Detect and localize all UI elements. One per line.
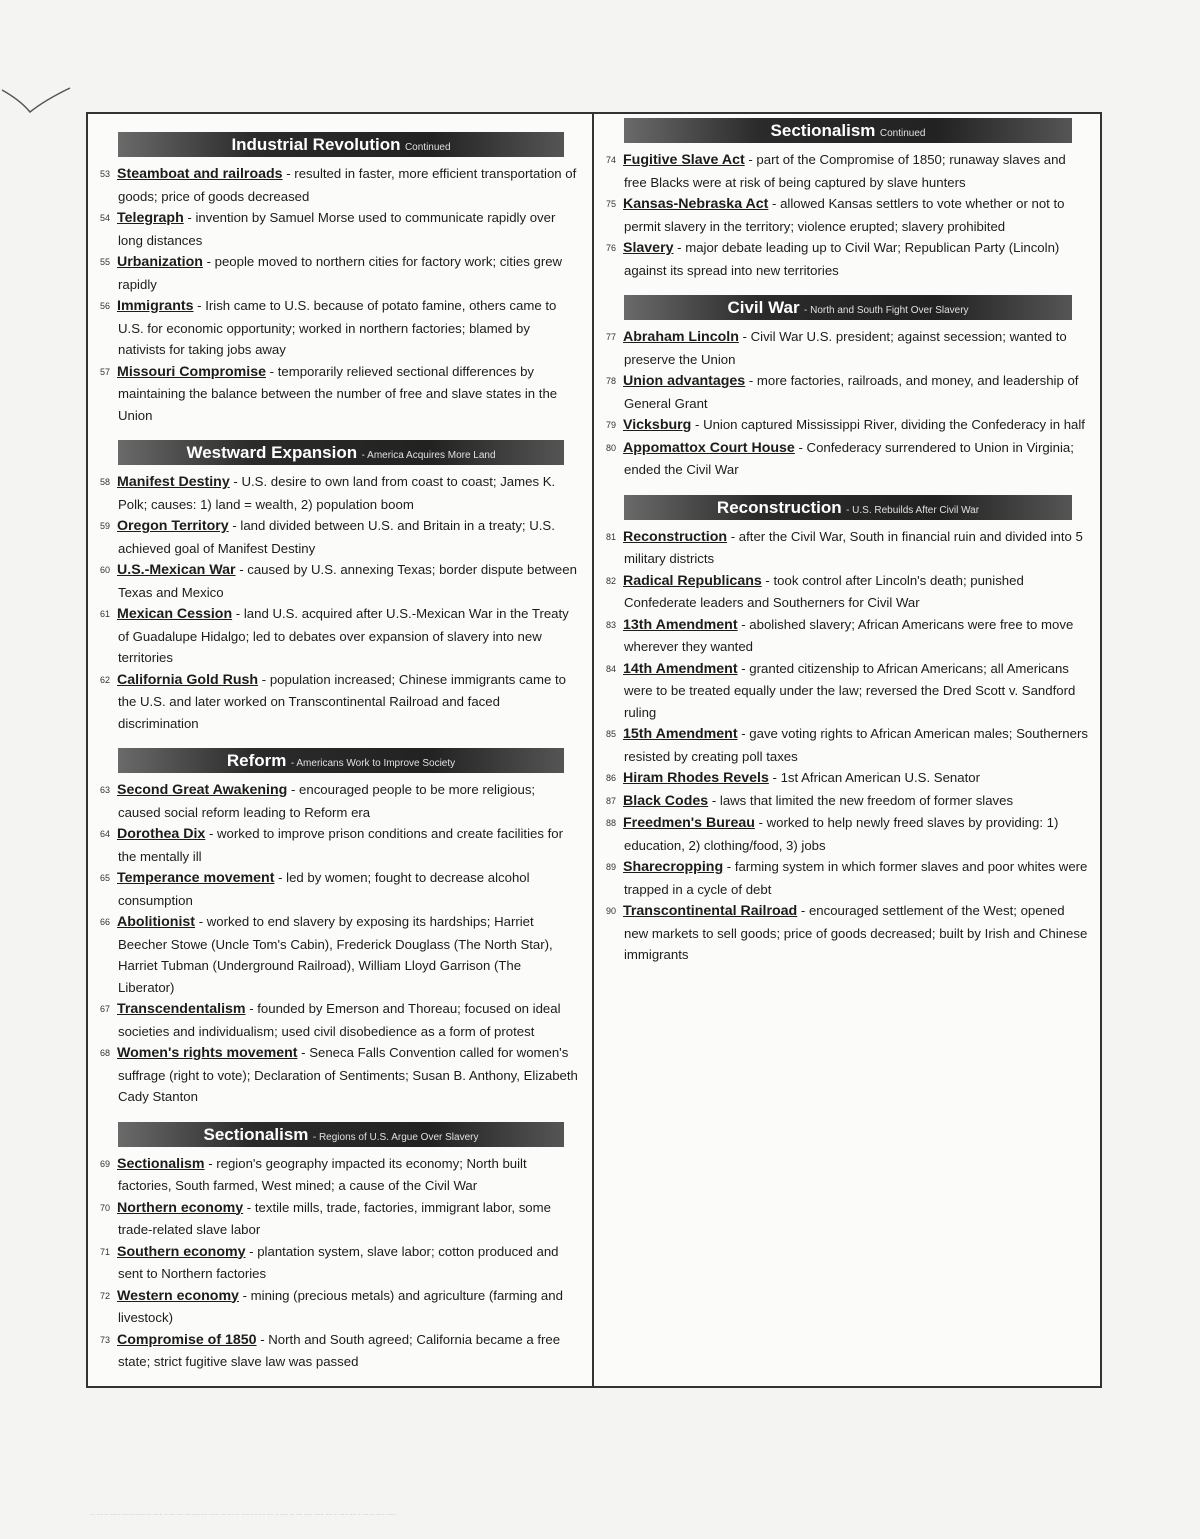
glossary-entry [604,237,1088,281]
entry-number: 76 [606,243,617,253]
entry-term: Compromise of 1850 [117,1331,257,1348]
entry-number: 62 [100,674,111,685]
entry-number: 70 [100,1202,111,1213]
section-header [624,118,1072,143]
glossary-entry [604,414,1088,437]
entry-term: Freedmen's Bureau [623,815,755,831]
glossary-entry [604,526,1088,570]
entry-number: 87 [606,795,617,806]
entry-definition: - encouraged settlement of the West; opened new markets to sell goods; price of goods decreased; built by Irish and Chinese immigrants [624,903,1088,962]
right-column [594,114,1100,1386]
entry-term: Sharecropping [623,859,724,875]
entry-number: 84 [606,663,617,674]
entry-definition: - Civil War U.S. president; against secession; wanted to preserve the Union [624,329,1067,367]
entry-number: 72 [100,1290,111,1301]
entry-term: Urbanization [117,254,203,270]
entry-number: 67 [100,1004,111,1014]
entry-term: Western economy [117,1287,239,1304]
entry-definition: - granted citizenship to African Americans; all Americans were to be treated equally under the law; reversed the Dred Scott v. Sandford ruling [624,660,1076,720]
entry-definition: - abolished slavery; African Americans were free to move wherever they wanted [624,616,1074,654]
entry-term: Telegraph [117,210,184,226]
glossary-entry [98,559,580,603]
entry-definition: - temporarily relieved sectional differences by maintaining the balance between the number of free and slave states in the Union [118,363,558,423]
entry-definition: - invention by Samuel Morse used to communicate rapidly over long distances [118,210,556,248]
entry-number: 66 [100,917,111,927]
entry-number: 61 [100,609,111,619]
section-industrial-revolution [98,132,580,426]
entry-number: 58 [100,477,111,487]
entry-number: 88 [606,818,617,828]
glossary-entry [604,193,1088,237]
entry-number: 81 [606,531,617,542]
entry-definition: - land divided between U.S. and Britain in a treaty; U.S. achieved goal of Manifest Destiny [118,518,555,556]
entry-definition: - textile mills, trade, factories, immigrant labor, some trade-related slave labor [118,1199,551,1237]
entry-definition: - resulted in faster, more efficient transportation of goods; price of goods decreased [118,166,577,204]
entry-term: Vicksburg [623,417,692,433]
entry-term: Union advantages [623,373,746,389]
entry-definition: - Irish came to U.S. because of potato famine, others came to U.S. for economic opportunity; worked in northern factories; blamed by nativists for taking jobs away [118,298,557,357]
glossary-entry [98,295,580,361]
entry-number: 77 [606,332,617,342]
glossary-entry [98,1241,580,1285]
entry-definition: - people moved to northern cities for factory work; cities grew rapidly [118,254,563,292]
section-title: Reform [226,751,287,770]
entry-term: 15th Amendment [623,726,738,742]
entry-definition: - Union captured Mississippi River, dividing the Confederacy in half [691,417,1085,432]
glossary-entry [604,326,1088,370]
entry-definition: - allowed Kansas settlers to vote whether or not to permit slavery in the territory; violence erupted; slavery prohibited [624,196,1065,234]
entry-term: Transcontinental Railroad [623,903,798,919]
section-title: Civil War [727,298,800,317]
entry-definition: - mining (precious metals) and agriculture (farming and livestock) [118,1287,563,1325]
entry-definition: - worked to end slavery by exposing its hardships; Harriet Beecher Stowe (Uncle Tom's Cabin), Frederick Douglass (The North Star), Harriet Tubman (Underground Railroad), William Lloyd Garrison (The Liberator) [118,914,553,995]
entry-term: Manifest Destiny [117,474,230,490]
glossary-entry [98,251,580,295]
section-subtitle: - America Acquires More Land [361,450,496,461]
entry-term: Dorothea Dix [117,826,206,842]
entry-definition: - led by women; fought to decrease alcohol consumption [118,870,530,908]
section-subtitle: Continued [879,128,926,139]
glossary-entry [98,911,580,998]
entry-term: 13th Amendment [623,616,738,633]
entry-term: 14th Amendment [623,660,738,677]
glossary-entry [604,437,1088,481]
entry-definition: - caused by U.S. annexing Texas; border dispute between Texas and Mexico [118,562,577,600]
glossary-entry [98,779,580,823]
entry-number: 85 [606,729,617,739]
entry-term: Black Codes [623,792,709,809]
glossary-entry [604,658,1088,724]
glossary-entry [604,900,1088,966]
glossary-entry [98,823,580,867]
entry-term: Southern economy [117,1243,246,1260]
entry-number: 73 [100,1334,111,1345]
entry-term: Women's rights movement [117,1045,298,1061]
entry-number: 80 [606,442,617,453]
entry-term: Radical Republicans [623,572,762,589]
entry-number: 90 [606,906,617,916]
entry-definition: - worked to improve prison conditions and create facilities for the mentally ill [118,826,563,864]
section-title: Sectionalism [770,121,876,140]
glossary-entry [98,603,580,669]
entry-definition: - Seneca Falls Convention called for women's suffrage (right to vote); Declaration of Sentiments; Susan B. Anthony, Elizabeth Cady Stanton [118,1045,578,1104]
glossary-entry [604,723,1088,767]
entry-definition: - after the Civil War, South in financial ruin and divided into 5 military districts [624,528,1083,566]
entry-term: Steamboat and railroads [117,166,283,182]
entry-definition: - land U.S. acquired after U.S.-Mexican War in the Treaty of Guadalupe Hidalgo; led to debates over expansion of slavery into new territories [118,606,569,665]
section-subtitle: - Americans Work to Improve Society [290,758,456,769]
glossary-entry [98,163,580,207]
entry-definition: - population increased; Chinese immigrants came to the U.S. and later worked on Transcontinental Railroad and faced discrimination [118,671,566,731]
entry-definition: - 1st African American U.S. Senator [768,770,980,785]
section-title: Sectionalism [203,1124,309,1144]
entry-definition: - more factories, railroads, and money, and leadership of General Grant [624,373,1079,411]
section-header [624,495,1072,520]
entry-number: 68 [100,1048,111,1058]
section-header [118,440,564,465]
entry-definition: - laws that limited the new freedom of former slaves [708,792,1014,808]
entry-definition: - region's geography impacted its economy; North built factories, South farmed, West mined; a cause of the Civil War [118,1155,527,1193]
section-title: Reconstruction [716,497,842,517]
entry-number: 71 [100,1246,111,1257]
entry-definition: - major debate leading up to Civil War; Republican Party (Lincoln) against its spread into new territories [624,240,1060,278]
pen-mark [0,60,80,120]
glossary-entry [604,856,1088,900]
entry-number: 82 [606,575,617,586]
entry-number: 75 [606,199,617,209]
entry-number: 57 [100,366,111,377]
glossary-entry [98,1042,580,1108]
entry-number: 56 [100,301,111,311]
entry-definition: - founded by Emerson and Thoreau; focused on ideal societies and individualism; used civil disobedience as a form of protest [118,1001,561,1039]
entry-definition: - part of the Compromise of 1850; runaway slaves and free Blacks were at risk of being captured by slave hunters [624,152,1066,190]
section-reconstruction [604,495,1088,966]
entry-term: Fugitive Slave Act [623,152,745,168]
glossary-entry [98,998,580,1042]
entry-term: Kansas-Nebraska Act [623,196,769,212]
entry-term: Immigrants [117,298,194,314]
entry-term: California Gold Rush [117,671,259,688]
glossary-entry [604,614,1088,658]
entry-term: Abraham Lincoln [623,329,739,345]
entry-term: Temperance movement [117,870,275,886]
entry-term: Sectionalism [117,1155,205,1172]
entry-number: 65 [100,873,111,883]
entry-term: Slavery [623,240,674,256]
entry-term: Abolitionist [117,914,196,930]
glossary-entry [98,1153,580,1197]
entry-term: Mexican Cession [117,606,233,622]
entry-term: Reconstruction [623,528,728,545]
entry-number: 79 [606,420,617,430]
glossary-entry [98,1285,580,1329]
section-subtitle: - North and South Fight Over Slavery [804,305,969,316]
section-subtitle: - Regions of U.S. Argue Over Slavery [312,1131,479,1143]
section-header [118,1122,564,1147]
entry-term: Appomattox Court House [623,439,795,456]
entry-number: 86 [606,773,617,783]
entry-number: 53 [100,169,111,179]
entry-number: 69 [100,1158,111,1169]
entry-number: 60 [100,565,111,575]
entry-number: 59 [100,521,111,531]
entry-number: 54 [100,213,111,223]
entry-term: U.S.-Mexican War [117,562,236,578]
section-title: Industrial Revolution [231,135,401,154]
entry-term: Hiram Rhodes Revels [623,770,769,786]
entry-definition: - farming system in which former slaves and poor whites were trapped in a cycle of debt [624,859,1088,897]
section-sectionalism [604,118,1088,281]
glossary-entry [98,1197,580,1241]
glossary-entry [98,207,580,251]
entry-definition: - U.S. desire to own land from coast to coast; James K. Polk; causes: 1) land = wealth, 2) population boom [118,474,556,512]
glossary-entry [98,515,580,559]
left-column [88,114,594,1386]
glossary-entry [98,669,580,735]
glossary-entry [98,1329,580,1373]
section-subtitle: Continued [404,142,451,153]
entry-definition: - plantation system, slave labor; cotton produced and sent to Northern factories [118,1243,559,1281]
entry-term: Missouri Compromise [117,363,266,380]
entry-term: Second Great Awakening [117,782,288,798]
glossary-entry [604,812,1088,856]
section-sectionalism [98,1122,580,1373]
study-guide-sheet [86,112,1102,1388]
glossary-entry [98,867,580,911]
entry-definition: - Confederacy surrendered to Union in Virginia; ended the Civil War [624,439,1074,477]
section-header [624,295,1072,320]
section-header [118,748,564,773]
entry-definition: - encouraged people to be more religious; caused social reform leading to Reform era [118,782,536,820]
entry-number: 74 [606,155,617,165]
glossary-entry [98,361,580,427]
entry-term: Northern economy [117,1199,244,1216]
section-title: Westward Expansion [186,443,358,462]
section-subtitle: - U.S. Rebuilds After Civil War [846,504,980,516]
footer-fine-print: ··· ···· ·· ······· ···· ··· ····· ··· ······ ·· ···· ···· ··· ····· ···· ······ ··· ···· ··· ····· ···· ···· ···· ·· ····· ··· ···· ····· ······ ···· ··· ····· ···· ·· ···· ··· ····· ······ [90,1512,397,1518]
glossary-entry [604,370,1088,414]
section-westward-expansion [98,440,580,734]
section-reform [98,748,580,1108]
entry-definition: - North and South agreed; California became a free state; strict fugitive slave law was passed [118,1331,561,1369]
entry-number: 55 [100,257,111,267]
entry-definition: - took control after Lincoln's death; punished Confederate leaders and Southerners for Civil War [624,572,1024,610]
entry-number: 89 [606,862,617,872]
entry-number: 78 [606,376,617,386]
section-civil-war [604,295,1088,481]
entry-number: 64 [100,829,111,839]
entry-definition: - gave voting rights to African American males; Southerners resisted by creating poll taxes [624,726,1088,764]
glossary-entry [604,149,1088,193]
entry-term: Oregon Territory [117,518,229,534]
glossary-entry [98,471,580,515]
glossary-entry [604,570,1088,614]
section-header [118,132,564,157]
entry-number: 63 [100,785,111,795]
glossary-entry [604,790,1088,813]
entry-number: 83 [606,619,617,630]
glossary-entry [604,767,1088,790]
entry-term: Transcendentalism [117,1001,246,1017]
entry-definition: - worked to help newly freed slaves by providing: 1) education, 2) clothing/food, 3) jobs [624,815,1059,853]
